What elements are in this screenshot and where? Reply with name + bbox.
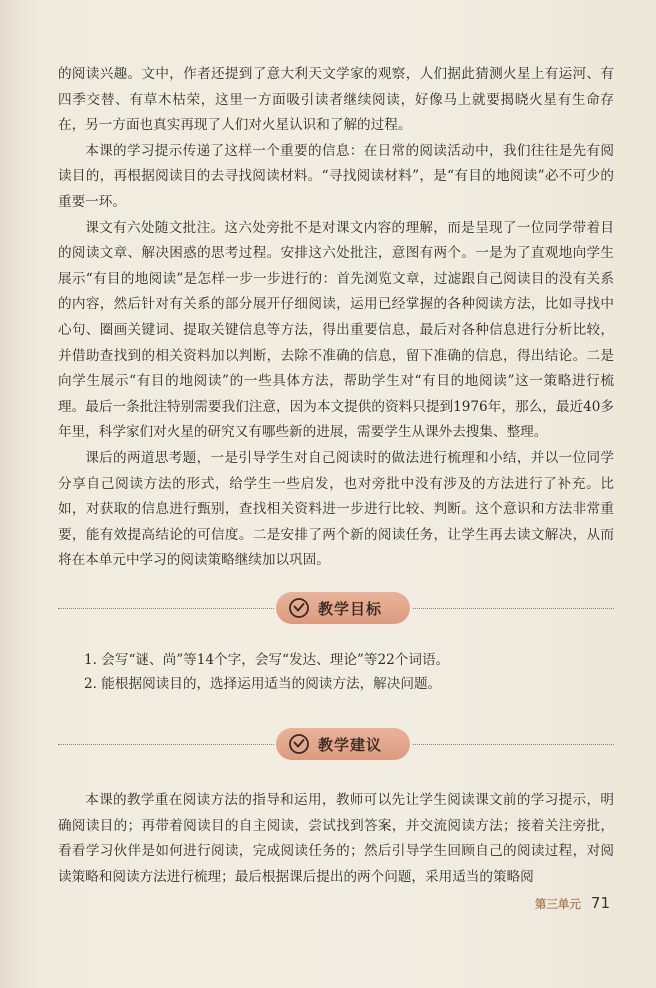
- circled-check-arrow-icon: [288, 597, 310, 619]
- paragraph: 本课的学习提示传递了这样一个重要的信息：在日常的阅读活动中，我们往往是先有阅读目的，再根据阅读目的去寻找阅读材料。“寻找阅读材料”，是“有目的地阅读”必不可少的重要一环。: [58, 142, 614, 210]
- circled-check-arrow-icon: [288, 733, 310, 755]
- paragraph: 的阅读兴趣。文中，作者还提到了意大利天文学家的观察，人们据此猜测火星上有运河、有四季交替、有草木枯荣，这里一方面吸引读者继续阅读，好像马上就要揭晓火星有生命存在，另一方面也真实再现了人们对火星认识和了解的过程。: [58, 66, 614, 134]
- goals-list: [84, 648, 614, 696]
- paragraph: 课后的两道思考题，一是引导学生对自己阅读时的做法进行梳理和小结，并以一位同学分享自己阅读方法的形式，给学生一些启发，也对旁批中没有涉及的方法进行了补充。比如，对获取的信息进行甄别，查找相关资料进一步进行比较、判断。这个意识和方法非常重要，能有效提高结论的可信度。二是安排了两个新的阅读任务，让学生再去读文解决，从而将在本单元中学习的阅读策略继续加以巩固。: [58, 449, 614, 569]
- page-footer: [535, 894, 610, 912]
- list-item: 2. 能根据阅读目的，选择运用适当的阅读方法，解决问题。: [84, 676, 442, 692]
- section-title: 教学建议: [318, 735, 383, 754]
- paragraph: 本课的教学重在阅读方法的指导和运用，教师可以先让学生阅读课文前的学习提示，明确阅读目的；再带着阅读目的自主阅读，尝试找到答案，并交流阅读方法；接着关注旁批，看看学习伙伴是如何进行阅读，完成阅读任务的；然后引导学生回顾自己的阅读过程，对阅读策略和阅读方法进行梳理；最后根据课后提出的两个问题，采用适当的策略阅: [58, 792, 614, 885]
- paragraph: 课文有六处随文批注。这六处旁批不是对课文内容的理解，而是呈现了一位同学带着目的阅读文章、解决困惑的思考过程。安排这六处批注，意图有两个。一是为了直观地向学生展示“有目的地阅读”是怎样一步一步进行的：首先浏览文章，过滤跟自己阅读目的没有关系的内容，然后针对有关系的部分展开仔细阅读，运用已经掌握的各种阅读方法，比如寻找中心句、圈画关键词、提取关键信息等方法，得出重要信息，最后对各种信息进行分析比较，并借助查找到的相关资料加以判断，去除不准确的信息，留下准确的信息，得出结论。二是向学生展示“有目的地阅读”的一些具体方法，帮助学生对“有目的地阅读”这一策略进行梳理。最后一条批注特别需要我们注意，因为本文提供的资料只提到1976年，那么，最近40多年里，科学家们对火星的研究又有哪些新的进展，需要学生从课外去搜集、整理。: [58, 219, 614, 441]
- section-header-suggestions: [58, 728, 614, 762]
- section-header-goals: [58, 592, 614, 626]
- list-item: 1. 会写“谜、尚”等14个字，会写“发达、理论”等22个词语。: [84, 652, 450, 668]
- section-title-badge: [276, 592, 410, 624]
- intro-text: [58, 62, 614, 574]
- suggestions-text: [58, 788, 614, 890]
- section-title-badge: [276, 728, 410, 760]
- page-number: 71: [590, 894, 610, 912]
- unit-label: 第三单元: [534, 897, 581, 911]
- section-title: 教学目标: [318, 599, 383, 618]
